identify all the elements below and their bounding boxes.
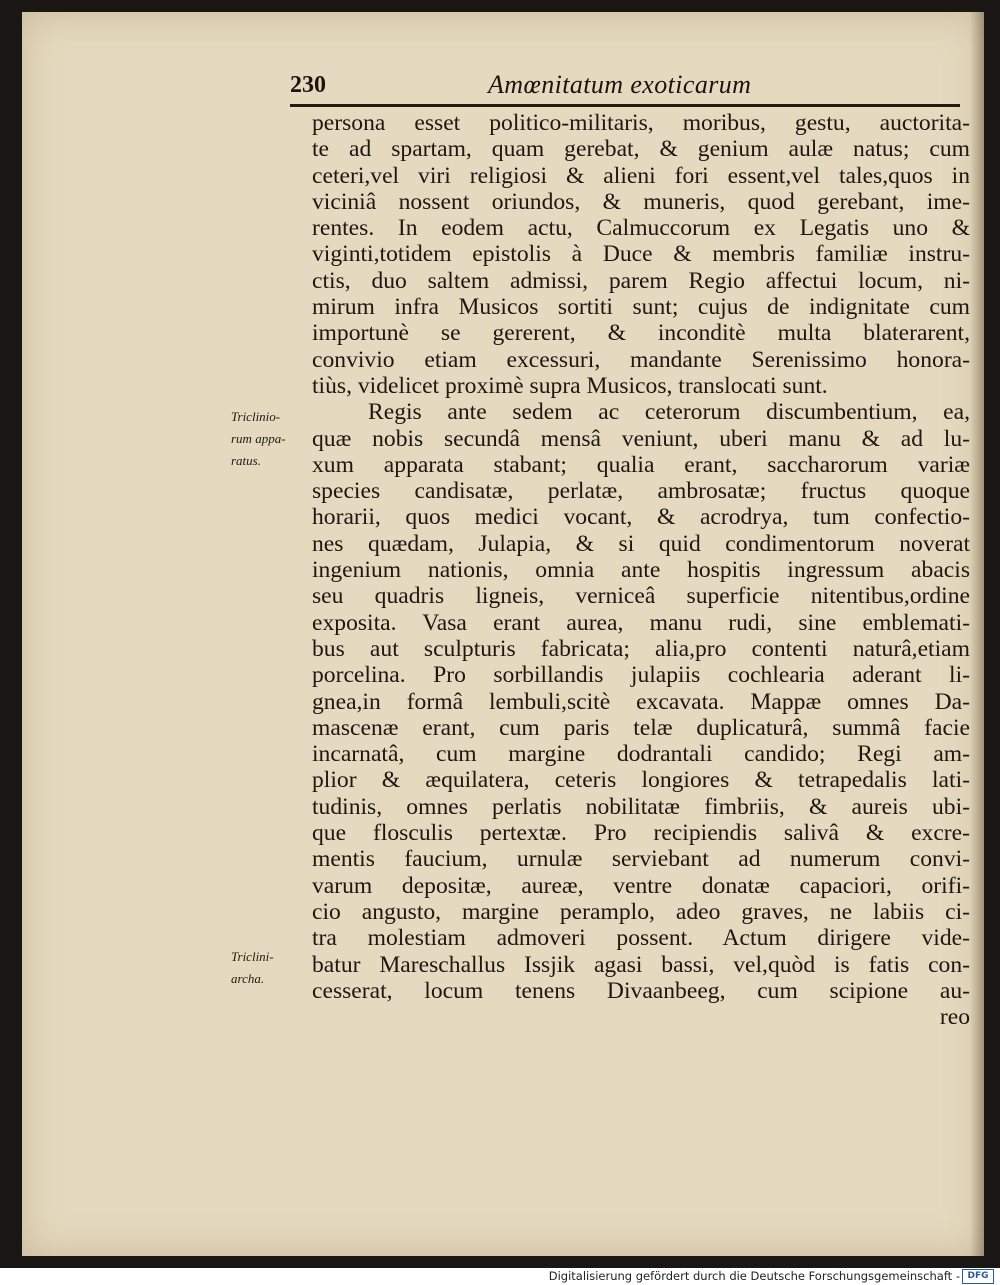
text-line: batur Mareschallus Issjik agasi bassi, vel,quòd is fatis con- [312,951,970,978]
text-line: viciniâ nossent oriundos, & muneris, quod gerebant, ime- [312,188,970,215]
text-line: bus aut sculpturis fabricata; alia,pro contenti naturâ,etiam [312,635,970,662]
page-number: 230 [290,72,326,98]
text-line: cio angusto, margine peramplo, adeo graves, ne labiis ci- [312,898,970,925]
text-line: rentes. In eodem actu, Calmuccorum ex Legatis uno & [312,215,970,242]
text-line: ceteri,vel viri religiosi & alieni fori essent,vel tales,quos in [312,162,970,189]
catchword: reo [939,1004,970,1031]
text-line: tiùs, videlicet proximè supra Musicos, translocati sunt. [312,372,828,399]
text-line: incarnatâ, cum margine dodrantali candido; Regi am- [312,741,970,768]
margin-note-line: ratus. [231,453,261,468]
text-line: viginti,totidem epistolis à Duce & membris familiæ instru- [312,241,970,268]
text-line: tudinis, omnes perlatis nobilitatæ fimbriis, & aureis ubi- [312,793,970,820]
text-line: horarii, quos medici vocant, & acrodrya, tum confectio- [312,504,970,531]
text-line: porcelina. Pro sorbillandis julapiis cochlearia aderant li- [312,662,970,689]
paragraph-first-line: Regis ante sedem ac ceterorum discumbentium, ea, [368,399,970,426]
text-line: convivio etiam excessuri, mandante Serenissimo honora- [312,346,970,373]
margin-note-line: rum appa- [231,431,286,446]
text-line: quæ nobis secundâ mensâ veniunt, uberi manu & ad lu- [312,425,970,452]
text-line: plior & æquilatera, ceteris longiores & tetrapedalis lati- [312,767,970,794]
text-line: nes quædam, Julapia, & si quid condimentorum noverat [312,530,970,557]
dfg-logo: DFG [962,1269,994,1284]
page-header [290,68,926,108]
text-line: xum apparata stabant; qualia erant, saccharorum variæ [312,451,970,478]
body-text [312,110,970,1030]
text-line: mentis faucium, urnulæ serviebant ad numerum convi- [312,846,970,873]
margin-note-line: Triclini- [231,949,274,964]
text-line: mirum infra Musicos sortiti sunt; cujus de indignitate cum [312,294,970,321]
text-line: ingenium nationis, omnia ante hospitis ingressum abacis [312,557,970,584]
margin-note-triclinio [231,406,321,472]
text-line: persona esset politico-militaris, moribus, gestu, auctorita- [312,110,970,136]
margin-note-line: archa. [231,971,265,986]
funding-credit: Digitalisierung gefördert durch die Deutsche Forschungsgemeinschaft - [548,1269,960,1283]
text-line: importunè se gererent, & inconditè multa blaterarent, [312,320,970,347]
text-line: species candisatæ, perlatæ, ambrosatæ; fructus quoque [312,478,970,505]
text-line: cesserat, locum tenens Divaanbeeg, cum scipione au- [312,977,970,1004]
margin-note-tricliniarcha [231,946,321,990]
text-line: exposita. Vasa erant aurea, manu rudi, sine emblemati- [312,609,970,636]
text-line: varum depositæ, aureæ, ventre donatæ capaciori, orifi- [312,872,970,899]
text-line: que flosculis pertextæ. Pro recipiendis salivâ & excre- [312,820,970,847]
running-title: Amœnitatum exoticarum [488,70,752,99]
text-line: mascenæ erant, cum paris telæ duplicaturâ, summâ facie [312,714,970,741]
text-line: seu quadris ligneis, verniceâ superficie nitentibus,ordine [312,583,970,610]
text-line: gnea,in formâ lembuli,scitè excavata. Mappæ omnes Da- [312,688,970,715]
text-line: te ad spartam, quam gerebat, & genium aulæ natus; cum [312,136,970,163]
text-line: ctis, duo saltem admissi, parem Regio affectui locum, ni- [312,267,970,294]
page-gutter-shadow [970,12,984,1256]
text-line: tra molestiam admoveri possent. Actum dirigere vide- [312,925,970,952]
header-rule [290,104,960,107]
margin-note-line: Triclinio- [231,409,281,424]
